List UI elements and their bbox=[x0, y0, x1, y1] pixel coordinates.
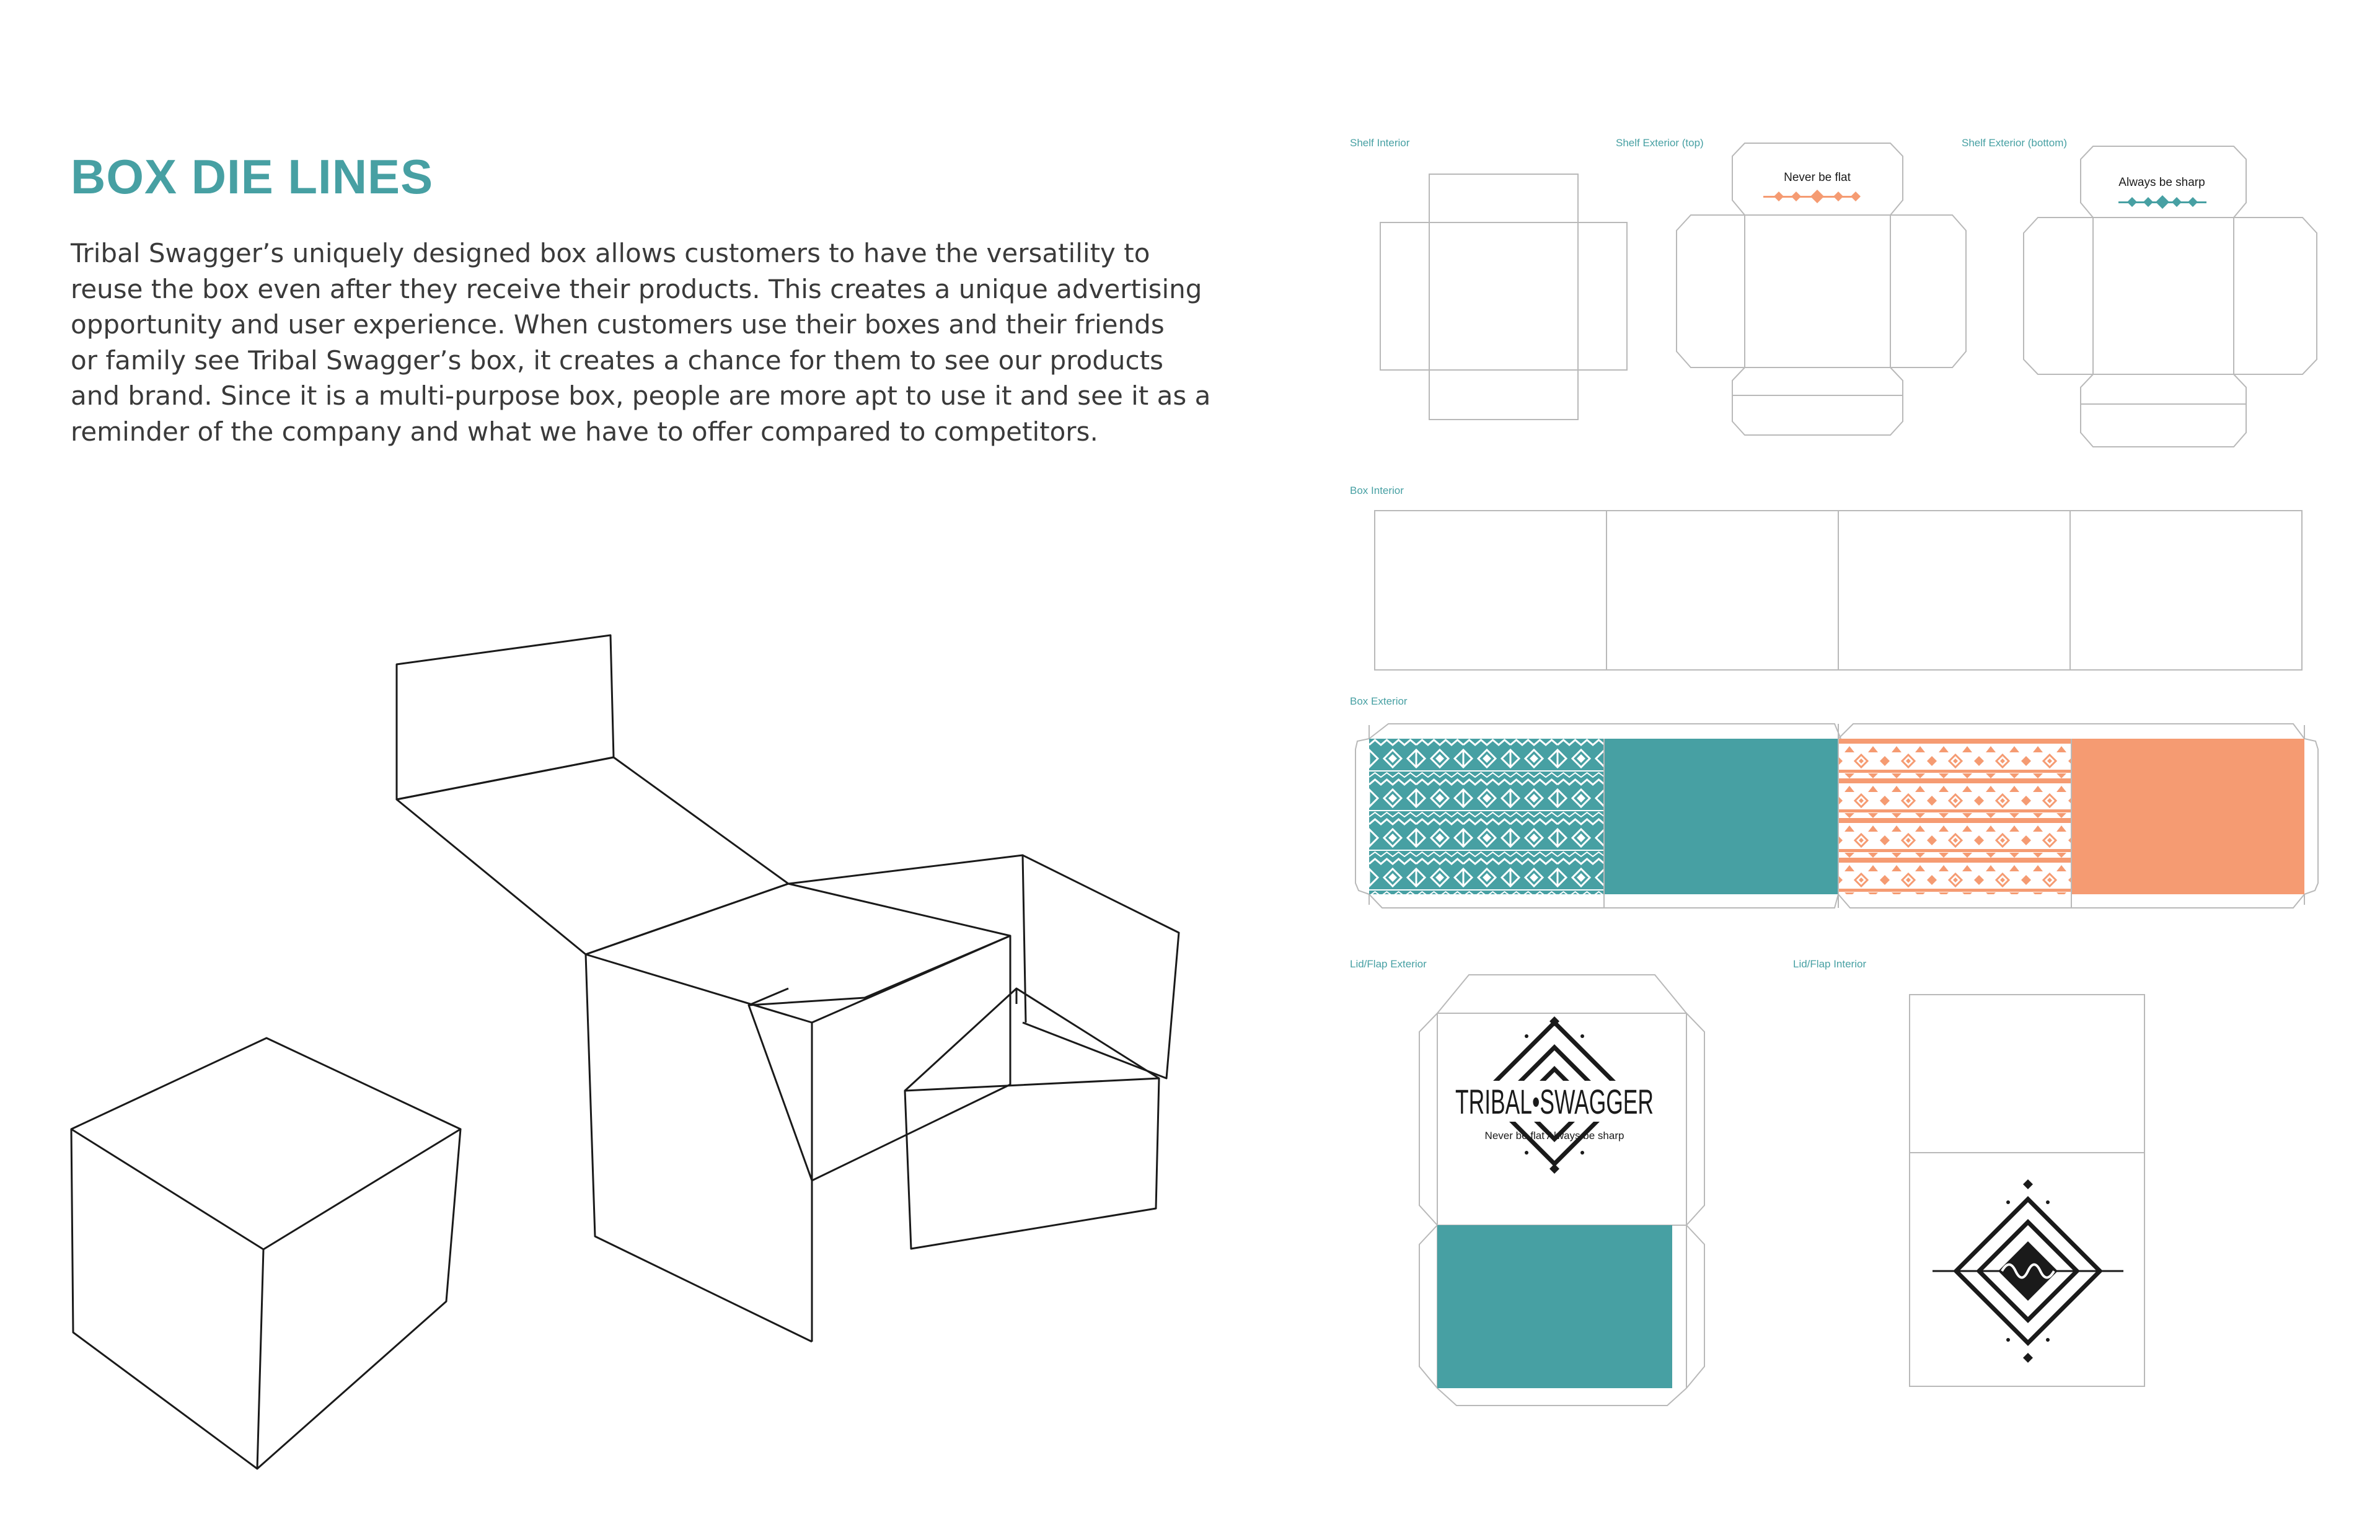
description-line: Tribal Swagger’s uniquely designed box allows customers to have the versatility to bbox=[71, 238, 1150, 268]
tagline-bottom: Always be sharp bbox=[2118, 176, 2205, 189]
tagline-top: Never be flat bbox=[1784, 171, 1851, 184]
shelf-exterior-top-panel bbox=[1677, 143, 1966, 435]
shelf-interior-panel bbox=[1380, 174, 1627, 420]
shelf-exterior-bottom-label: Shelf Exterior (bottom) bbox=[1962, 137, 2068, 149]
tagline-bottom-ornament bbox=[2118, 195, 2206, 209]
tribal-swagger-logo bbox=[1455, 1016, 1654, 1174]
description-line: reuse the box even after they receive their products. This creates a unique advertising bbox=[71, 273, 1202, 304]
description-line: or family see Tribal Swagger’s box, it creates a chance for them to see our products bbox=[71, 345, 1163, 376]
box-exterior-label: Box Exterior bbox=[1350, 695, 1408, 707]
description-line: and brand. Since it is a multi-purpose box, people are more apt to use it and see it as a bbox=[71, 381, 1211, 411]
box-interior-label: Box Interior bbox=[1350, 485, 1404, 496]
lid-flap-exterior-label: Lid/Flap Exterior bbox=[1350, 958, 1427, 970]
shelf-exterior-top-label: Shelf Exterior (top) bbox=[1616, 137, 1704, 149]
description-line: opportunity and user experience. When customers use their boxes and their friends bbox=[71, 309, 1165, 340]
diamond-emblem bbox=[1933, 1179, 2123, 1363]
lid-flap-interior-label: Lid/Flap Interior bbox=[1793, 958, 1867, 970]
page-title: BOX DIE LINES bbox=[71, 149, 434, 204]
lid-teal-band bbox=[1437, 1225, 1672, 1388]
logo-tagline: Never be flat Always be sharp bbox=[1484, 1130, 1624, 1142]
shelf-interior-label: Shelf Interior bbox=[1350, 137, 1410, 149]
logo-wordmark: TRIBAL•SWAGGER bbox=[1455, 1082, 1654, 1121]
shelf-exterior-bottom-panel bbox=[2024, 146, 2317, 447]
box-interior-panel bbox=[1375, 511, 2302, 670]
box-exterior-panel bbox=[1355, 724, 2318, 908]
description-line: reminder of the company and what we have to offer compared to competitors. bbox=[71, 416, 1098, 447]
tagline-top-ornament bbox=[1763, 190, 1861, 203]
lid-flap-interior-panel bbox=[1910, 995, 2144, 1386]
